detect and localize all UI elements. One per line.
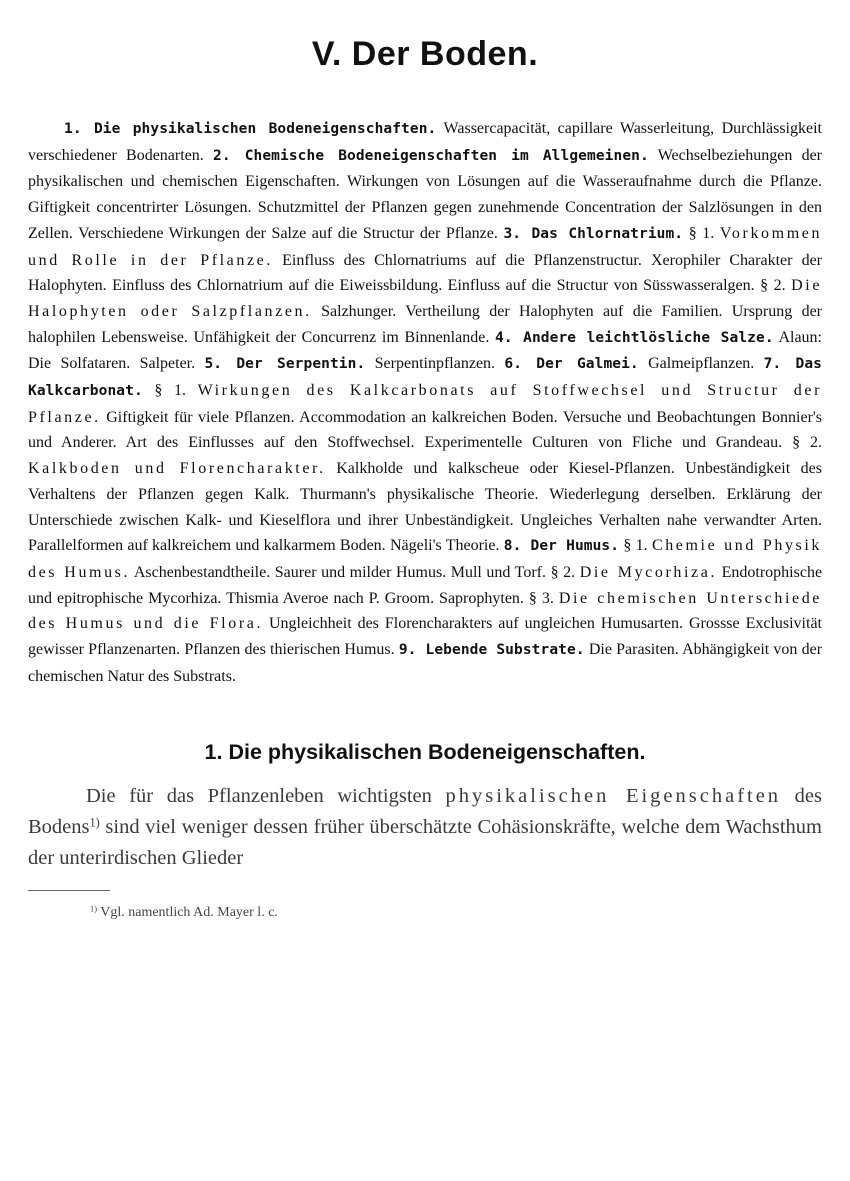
summary-section-1-text: Wassercapacität, capillare Wasserleitung, Durchlässigkeit verschiedener Bodenarten. [28, 120, 822, 164]
body-text-end: sind viel weniger dessen früher überschätzte Cohäsionskräfte, welche dem Wachsthum der unterirdischen Glieder [28, 816, 822, 870]
summary-section-9-title: 9. Lebende Substrate. [398, 642, 585, 659]
summary-section-2-text: Wechselbeziehungen der physikalischen und chemischen Eigenschaften. Wirkungen von Lösungen auf die Wasseraufnahme durch die Pflanze. Giftigkeit concentrirter Lösungen. Schutzmittel der Pflanzen gegen zunehmende Concentration der Salzlösungen in den Zellen. Verschiedene Wirkungen der Salze auf die Structur der Pflanze. [28, 146, 823, 242]
summary-subsection-title: Die Halophyten oder Salzpflanzen. [28, 277, 823, 320]
summary-section-6-title: 6. Der Galmei. [504, 356, 639, 373]
summary-subsection-text: Endotrophische und epitrophische Mycorhiza. Thismia Averoe nach P. Groom. Saprophyten. [28, 563, 823, 607]
body-text-emphasis: physikalischen Eigenschaften [445, 785, 782, 808]
paragraph-mark: § 1. [688, 224, 715, 242]
chapter-summary [28, 116, 822, 689]
summary-section-1-title: 1. Die physikalischen Bodeneigenschaften. [64, 121, 437, 137]
footnote-mark: 1) [90, 904, 97, 914]
summary-section-4-title: 4. Andere leichtlösliche Salze. [494, 329, 774, 346]
paragraph-mark: § 1. [623, 537, 648, 555]
summary-subsection-text: Salzhunger. Vertheilung der Halophyten auf die Familien. Ursprung der halophilen Lebensweise. Unfähigkeit der Concurrenz im Binnenlande. [28, 302, 823, 346]
summary-section-2-title: 2. Chemische Bodeneigenschaften im Allgemeinen. [213, 147, 649, 164]
summary-section-7-title: 7. Das Kalkcarbonat. [28, 356, 822, 400]
summary-subsection-title: Die Mycorhiza. [579, 563, 718, 581]
summary-subsection-title: Wirkungen des Kalkcarbonats auf Stoffwechsel und Structur der Pflanze. [28, 382, 823, 426]
paragraph-mark: § 2. [792, 434, 823, 452]
summary-subsection-title: Vorkommen und Rolle in der Pflanze. [28, 224, 823, 269]
body-paragraph [28, 781, 822, 874]
summary-subsection-text: Ungleichheit des Florencharakters auf ungleichen Humusarten. Grossse Exclusivität gewisser Pflanzenarten. Pflanzen des thierischen Humus. [28, 615, 822, 659]
footnote [90, 903, 822, 923]
summary-section-3-title: 3. Das Chlornatrium. [503, 225, 684, 242]
summary-section-5-text: Serpentinpflanzen. [374, 355, 496, 373]
summary-subsection-text: Einfluss des Chlornatriums auf die Pflanzenstructur. Xerophiler Charakter der Halophyten. Einfluss des Chlornatrium auf die Eiweissbildung. Einfluss auf die Structur von Süsswasseralgen. [28, 251, 823, 295]
summary-subsection-text: Giftigkeit für viele Pflanzen. Accommodation an kalkreichen Boden. Versuche und Beobachtungen Bonnier's und Anderer. Art des Einflusses auf den Stoffwechsel. Experimentelle Culturen von Fliche und Grandeau. [28, 408, 823, 452]
paragraph-mark: § 1. [154, 382, 186, 400]
footnote-divider [28, 890, 110, 891]
page [28, 0, 822, 923]
body-text-start: Die für das Pflanzenleben wichtigsten [86, 785, 432, 808]
summary-section-8-title: 8. Der Humus. [503, 538, 620, 555]
paragraph-mark: § 3. [528, 589, 554, 607]
footnote-text: Vgl. namentlich Ad. Mayer l. c. [100, 905, 278, 921]
paragraph-mark: § 2. [760, 277, 786, 295]
chapter-title: V. Der Boden. [311, 35, 539, 73]
summary-section-5-title: 5. Der Serpentin. [204, 356, 366, 373]
body-text-middle: des Bodens [28, 785, 822, 839]
summary-section-6-text: Galmeipflanzen. [648, 355, 755, 373]
summary-subsection-text: Aschenbestandtheile. Saurer und milder Humus. Mull und Torf. [133, 563, 546, 581]
summary-subsection-text: Kalkholde und kalkscheue oder Kiesel-Pflanzen. Unbeständigkeit des Verhaltens der Pflanzen gegen Kalk. Thurmann's physikalische Theorie. Wiederlegung derselben. Erklärung der Unterschiede zwischen Kalk- und Kieselflora und ihrer Unbeständigkeit. Ungleiches Verhalten nahe verwandter Arten. Parallelformen auf kalkreichem und kalkarmem Boden. Nägeli's Theorie. [28, 460, 823, 555]
summary-subsection-title: Kalkboden und Florencharakter. [28, 460, 326, 478]
paragraph-mark: § 2. [550, 563, 576, 581]
summary-section-9-text: Die Parasiten. Abhängigkeit von der chemischen Natur des Substrats. [28, 641, 823, 685]
summary-section-4-text: Alaun: Die Solfataren. Salpeter. [28, 328, 822, 373]
summary-subsection-title: Chemie und Physik des Humus. [28, 537, 823, 581]
summary-subsection-title: Die chemischen Unterschiede des Humus und die Flora. [28, 589, 823, 633]
footnote-reference[interactable]: 1) [89, 815, 100, 830]
section-heading: 1. Die physikalischen Bodeneigenschaften. [204, 740, 646, 765]
